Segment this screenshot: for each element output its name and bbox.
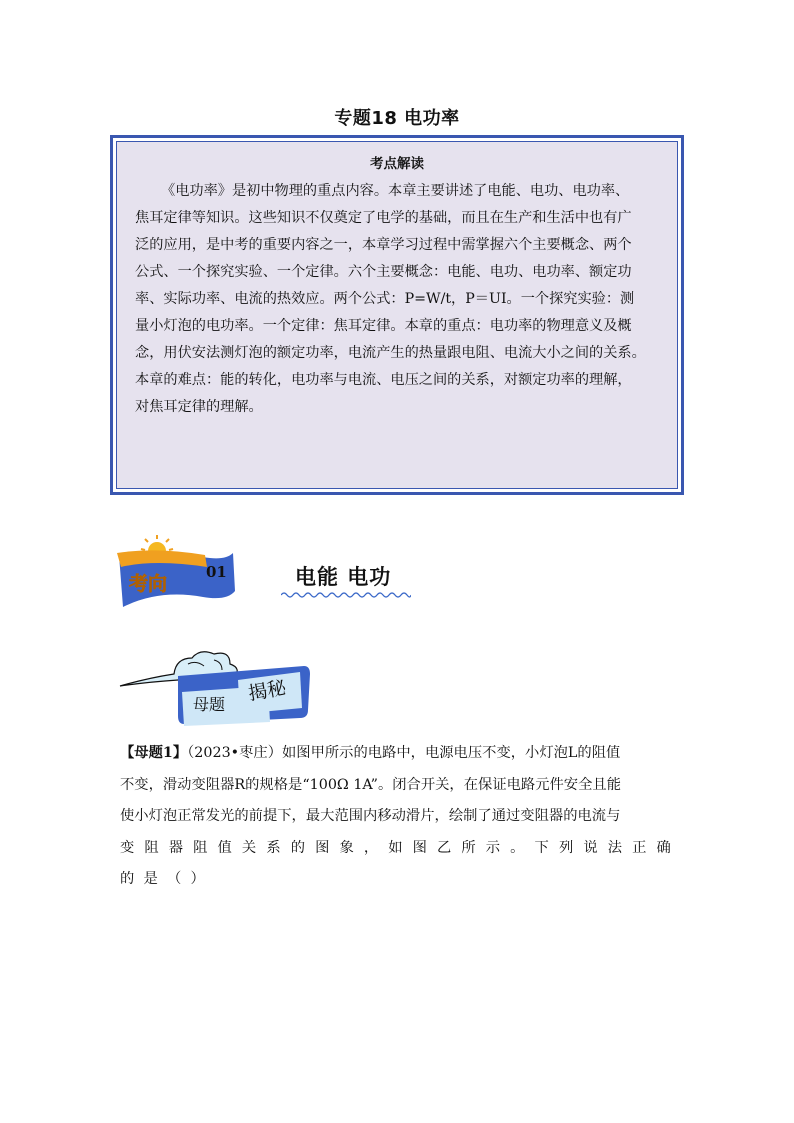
kaodian-line: 泛的应用，是中考的重要内容之一，本章学习过程中需掌握六个主要概念、两个 <box>135 237 632 253</box>
section-number: 01 <box>206 563 227 581</box>
problem-tag: 【母题1】 <box>120 745 188 761</box>
kaodian-heading: 考点解读 <box>370 156 424 172</box>
kaodian-line: 《电功率》是初中物理的重点内容。本章主要讲述了电能、电功、电功率、 <box>161 183 630 199</box>
kaodian-line: 念，用伏安法测灯泡的额定功率，电流产生的热量跟电阻、电流大小之间的关系。 <box>135 345 646 361</box>
problem-line: 变阻器阻值关系的图象，如图乙所示。下列说法正确的是（） <box>120 839 680 887</box>
problem-line: 不变，滑动变阻器R的规格是“100Ω 1A”。闭合开关，在保证电路元件安全且能 <box>120 776 621 793</box>
section-badge-text: 考向 <box>129 573 168 595</box>
kaodian-line: 本章的难点：能的转化，电功率与电流、电压之间的关系，对额定功率的理解， <box>135 372 632 388</box>
kaodian-line: 焦耳定律等知识。这些知识不仅奠定了电学的基础，而且在生产和生活中也有广 <box>135 210 632 226</box>
section-title: 电能 电功 <box>295 565 392 589</box>
problem-line: 使小灯泡正常发光的前提下，最大范围内移动滑片，绘制了通过变阻器的电流与 <box>120 808 621 824</box>
kaodian-line: 公式、一个探究实验、一个定律。六个主要概念：电能、电功、电功率、额定功 <box>135 264 632 280</box>
kaodian-line: 量小灯泡的电功率。一个定律：焦耳定律。本章的重点：电功率的物理意义及概 <box>135 318 632 334</box>
kaodian-body <box>135 178 659 421</box>
kaodian-line: 对焦耳定律的理解。 <box>135 399 263 415</box>
problem-text <box>120 738 680 896</box>
mother-badge-left-text: 母题 <box>193 695 226 714</box>
problem-line: 【母题1】（2023•枣庄）如图甲所示的电路中，电源电压不变，小灯泡L的阻值 <box>120 745 621 761</box>
section-badge <box>115 533 265 613</box>
kaodian-inner <box>116 141 678 489</box>
mother-badge-right-text: 揭秘 <box>246 676 288 706</box>
page-title: 专题18 电功率 <box>334 108 460 129</box>
kaodian-box <box>110 135 684 495</box>
section-title-underline <box>281 591 411 599</box>
kaodian-line: 率、实际功率、电流的热效应。两个公式：P=W/t，P＝UI。一个探究实验：测 <box>135 291 635 307</box>
